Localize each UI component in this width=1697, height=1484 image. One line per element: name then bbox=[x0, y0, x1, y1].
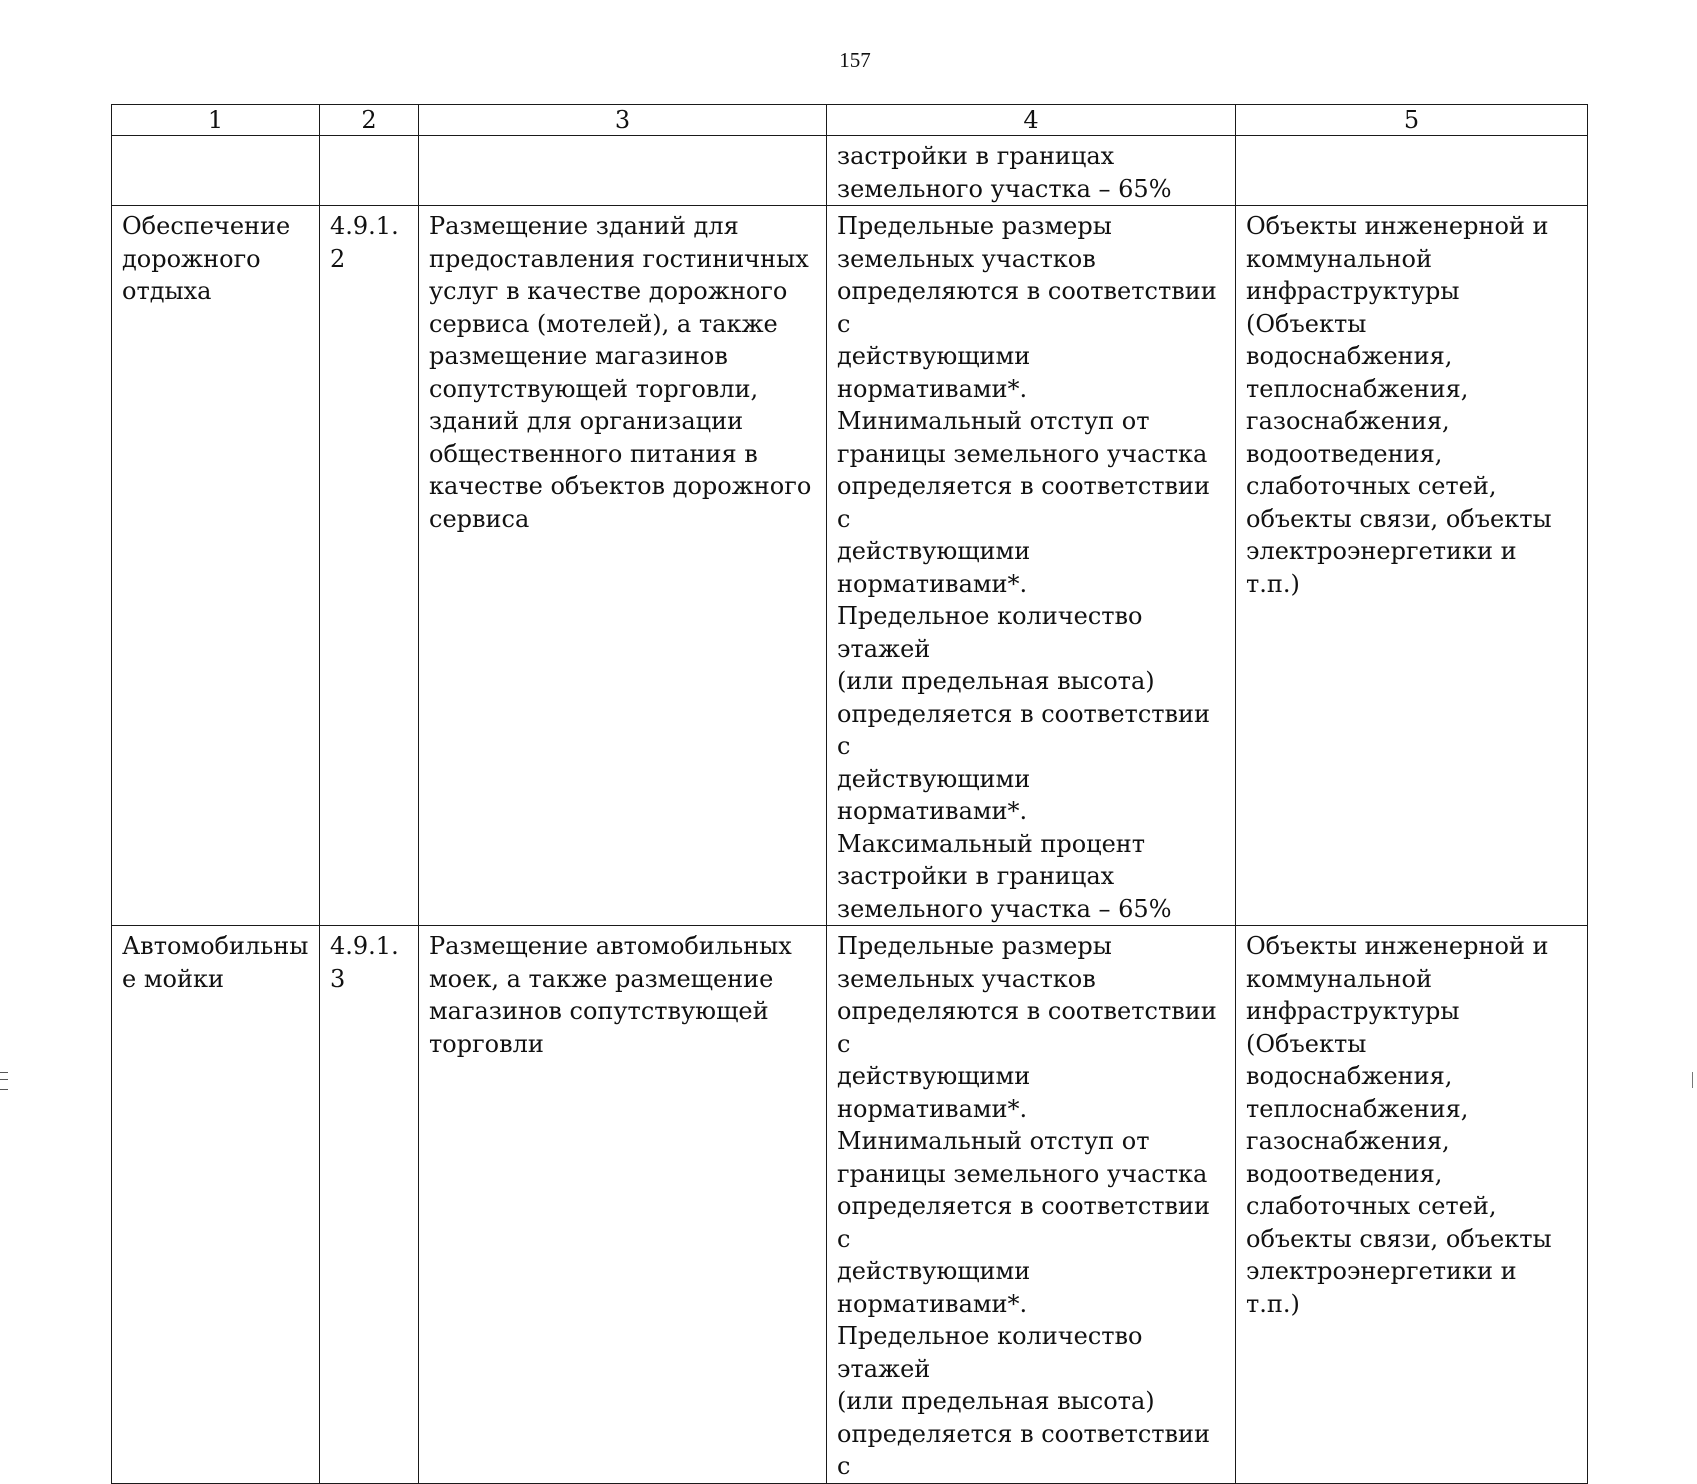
table-row bbox=[112, 926, 1588, 1484]
table-row bbox=[112, 206, 1588, 926]
table-row bbox=[112, 136, 1588, 206]
cell-use-name bbox=[112, 136, 320, 206]
scan-edge-mark-right bbox=[1692, 1072, 1697, 1088]
cell-code bbox=[320, 136, 419, 206]
cell-code: 4.9.1. 3 bbox=[320, 926, 419, 1484]
cell-use-name: Обеспечение дорожного отдыха bbox=[112, 206, 320, 926]
cell-use-name: Автомобильны е мойки bbox=[112, 926, 320, 1484]
cell-code: 4.9.1. 2 bbox=[320, 206, 419, 926]
cell-parameters: застройки в границах земельного участка – 65% bbox=[827, 136, 1236, 206]
cell-auxiliary-objects: Объекты инженерной и коммунальной инфраструктуры (Объекты водоснабжения, теплоснабжения, газоснабжения, водоотведения, слаботочных сетей, объекты связи, объекты электроэнергетики и т.п.) bbox=[1236, 206, 1588, 926]
column-header-1: 1 bbox=[112, 105, 320, 136]
cell-parameters: Предельные размеры земельных участков определяются в соответствии с действующими нормативами*. Минимальный отступ от границы земельного участка определяется в соответствии с действующими нормативами*. Предельное количество этажей (или предельная высота) определяется в соответствии с bbox=[827, 926, 1236, 1484]
column-header-5: 5 bbox=[1236, 105, 1588, 136]
cell-parameters: Предельные размеры земельных участков определяются в соответствии с действующими нормативами*. Минимальный отступ от границы земельного участка определяется в соответствии с действующими нормативами*. Предельное количество этажей (или предельная высота) определяется в соответствии с действующими нормативами*. Максимальный процент застройки в границах земельного участка – 65% bbox=[827, 206, 1236, 926]
column-header-3: 3 bbox=[419, 105, 827, 136]
zoning-table bbox=[111, 104, 1588, 1484]
cell-auxiliary-objects bbox=[1236, 136, 1588, 206]
cell-description: Размещение автомобильных моек, а также размещение магазинов сопутствующей торговли bbox=[419, 926, 827, 1484]
scan-edge-mark-left bbox=[0, 1072, 8, 1090]
table-header-row bbox=[112, 105, 1588, 136]
page-number: 157 bbox=[839, 48, 871, 72]
column-header-2: 2 bbox=[320, 105, 419, 136]
cell-auxiliary-objects: Объекты инженерной и коммунальной инфраструктуры (Объекты водоснабжения, теплоснабжения, газоснабжения, водоотведения, слаботочных сетей, объекты связи, объекты электроэнергетики и т.п.) bbox=[1236, 926, 1588, 1484]
cell-description: Размещение зданий для предоставления гостиничных услуг в качестве дорожного сервиса (мотелей), а также размещение магазинов сопутствующей торговли, зданий для организации общественного питания в качестве объектов дорожного сервиса bbox=[419, 206, 827, 926]
column-header-4: 4 bbox=[827, 105, 1236, 136]
cell-description bbox=[419, 136, 827, 206]
